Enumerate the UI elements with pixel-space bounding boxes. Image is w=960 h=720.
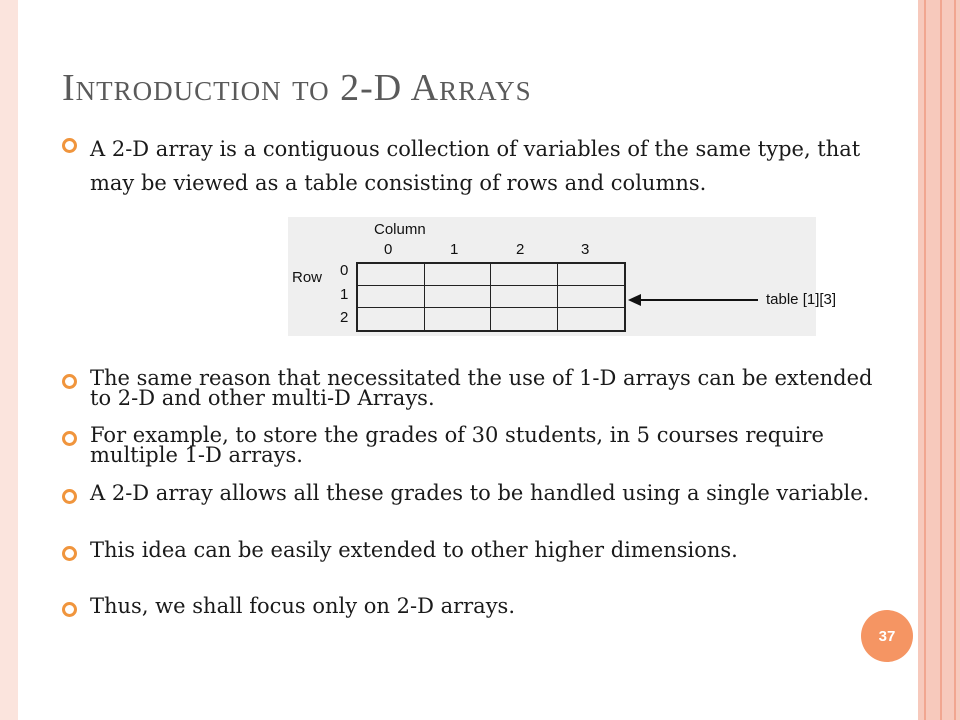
grid-cell <box>558 308 625 330</box>
array-grid <box>356 262 626 332</box>
row-index: 1 <box>340 286 349 303</box>
row-index: 0 <box>340 262 349 279</box>
bullet-ring-icon <box>62 431 77 446</box>
page-number-badge: 37 <box>861 610 913 662</box>
grid-cell <box>491 308 558 330</box>
pointer-label: table [1][3] <box>766 291 837 308</box>
frame-stripe <box>940 0 942 720</box>
grid-cell <box>425 308 492 330</box>
bullet-text: This idea can be easily extended to other higher dimensions. <box>90 538 738 562</box>
bullet-ring-icon <box>62 602 77 617</box>
grid-cell <box>425 264 492 286</box>
array-diagram <box>288 217 837 336</box>
bullet-ring-icon <box>62 138 77 153</box>
bullet-ring-icon <box>62 489 77 504</box>
grid-cell <box>358 264 425 286</box>
right-frame-border <box>918 0 960 720</box>
slide <box>18 0 918 720</box>
bullet-text: A 2-D array allows all these grades to be handled using a single variable. <box>90 481 870 505</box>
grid-cell <box>425 286 492 308</box>
grid-cell-target <box>558 286 625 308</box>
left-frame-border <box>0 0 18 720</box>
slide-title: Introduction to 2-D Arrays <box>62 67 532 109</box>
bullet-text: Thus, we shall focus only on 2-D arrays. <box>90 594 516 618</box>
grid-cell <box>358 286 425 308</box>
grid-cell <box>491 286 558 308</box>
column-index: 1 <box>450 241 459 258</box>
row-index: 2 <box>340 309 349 326</box>
pointer-arrow <box>640 299 758 301</box>
bullet-text: The same reason that necessitated the use of 1-D arrays can be extended to 2-D and other multi-D Arrays. <box>90 366 873 410</box>
row-label: Row <box>292 269 323 286</box>
frame-stripe <box>954 0 956 720</box>
bullet-text: For example, to store the grades of 30 students, in 5 courses require multiple 1-D arrays. <box>90 423 824 467</box>
grid-cell <box>558 264 625 286</box>
column-index: 2 <box>516 241 525 258</box>
column-label: Column <box>374 221 426 238</box>
frame-stripe <box>924 0 926 720</box>
grid-cell <box>491 264 558 286</box>
bullet-text: A 2-D array is a contiguous collection of variables of the same type, that may be viewed as a table consisting of rows and columns. <box>90 137 861 195</box>
column-index: 3 <box>581 241 590 258</box>
bullet-ring-icon <box>62 374 77 389</box>
grid-cell <box>358 308 425 330</box>
column-index: 0 <box>384 241 393 258</box>
bullet-ring-icon <box>62 546 77 561</box>
